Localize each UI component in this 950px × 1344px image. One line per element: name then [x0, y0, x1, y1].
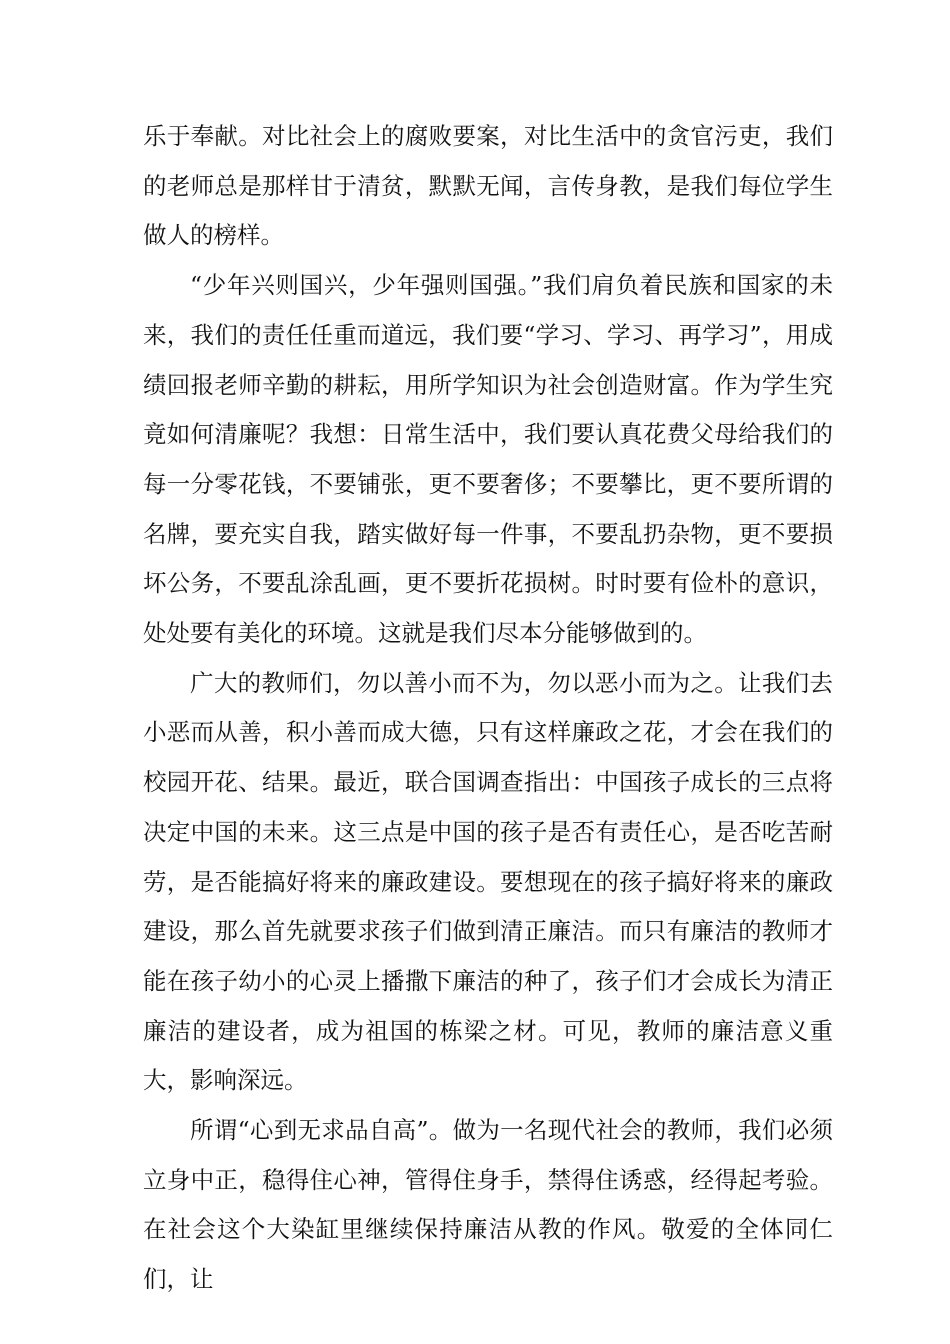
paragraph-1: 乐于奉献。对比社会上的腐败要案，对比生活中的贪官污吏，我们的老师总是那样甘于清贫，默默无闻，言传身教，是我们每位学生做人的榜样。: [143, 122, 833, 250]
paragraph-3: 广大的教师们，勿以善小而不为，勿以恶小而为之。让我们去小恶而从善，积小善而成大德，只有这样廉政之花，才会在我们的校园开花、结果。最近，联合国调查指出：中国孩子成长的三点将决定中国的未来。这三点是中国的孩子是否有责任心，是否吃苦耐劳，是否能搞好将来的廉政建设。要想现在的孩子搞好将来的廉政建设，那么首先就要求孩子们做到清正廉洁。而只有廉洁的教师才能在孩子幼小的心灵上播撒下廉洁的种了，孩子们才会成长为清正廉洁的建设者，成为祖国的栋梁之材。可见，教师的廉洁意义重大，影响深远。: [143, 668, 833, 1095]
paragraph-4: 所谓“心到无求品自高”。做为一名现代社会的教师，我们必须立身中正，稳得住心神，管得住身手，禁得住诱惑，经得起考验。在社会这个大染缸里继续保持廉洁从教的作风。敬爱的全体同仁们，让: [143, 1116, 833, 1294]
paragraph-2: “少年兴则国兴，少年强则国强。”我们肩负着民族和国家的未来，我们的责任任重而道远，我们要“学习、学习、再学习”，用成绩回报老师辛勤的耕耘，用所学知识为社会创造财富。作为学生究竟如何清廉呢？我想：日常生活中，我们要认真花费父母给我们的每一分零花钱，不要铺张，更不要奢侈；不要攀比，更不要所谓的名牌，要充实自我，踏实做好每一件事，不要乱扔杂物，更不要损坏公务，不要乱涂乱画，更不要折花损树。时时要有俭朴的意识，处处要有美化的环境。这就是我们尽本分能够做到的。: [143, 271, 833, 648]
document-body: [143, 112, 833, 1305]
